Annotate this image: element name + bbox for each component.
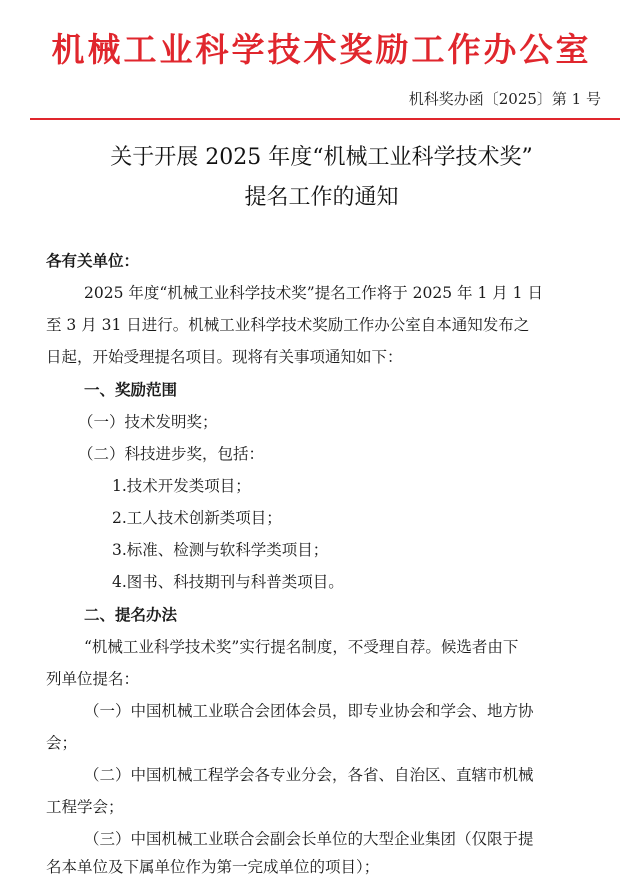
section-2-heading: 二、提名办法	[84, 605, 178, 624]
section-2-item-3-line-1: （三）中国机械工业联合会副会长单位的大型企业集团（仅限于提	[84, 830, 534, 848]
section-2-intro-line-2: 列单位提名：	[46, 670, 140, 688]
section-1-item-1: （一）技术发明奖；	[78, 413, 218, 431]
office-name-header: 机械工业科学技术奖励工作办公室	[51, 30, 592, 69]
section-1-item-2: （二）科技进步奖，包括：	[78, 445, 265, 463]
section-1-heading: 一、奖励范围	[84, 380, 178, 399]
section-1-subitem-4: 4.图书、科技期刊与科普类项目。	[112, 573, 344, 591]
section-2-item-1-line-1: （一）中国机械工业联合会团体会员，即专业协会和学会、地方协	[84, 702, 534, 720]
section-2-intro-line-1: “机械工业科学技术奖”实行提名制度，不受理自荐。候选者由下	[84, 638, 519, 656]
section-1-subitem-2: 2.工人技术创新类项目；	[112, 509, 282, 527]
section-2-item-2-line-1: （二）中国机械工程学会各专业分会，各省、自治区、直辖市机械	[84, 766, 534, 784]
notice-title-line-2: 提名工作的通知	[244, 185, 399, 210]
notice-title-line-1: 关于开展 2025 年度“机械工业科学技术奖”	[110, 145, 533, 170]
section-2-item-2-line-2: 工程学会；	[46, 798, 124, 816]
section-2-item-3-line-2: 名本单位及下属单位作为第一完成单位的项目）；	[46, 858, 380, 876]
section-1-subitem-1: 1.技术开发类项目；	[112, 477, 251, 495]
section-1-subitem-3: 3.标准、检测与软科学类项目；	[112, 541, 329, 559]
intro-line-3: 日起，开始受理提名项目。现将有关事项通知如下：	[46, 348, 403, 366]
document-number: 机科奖办函〔2025〕第 1 号	[408, 90, 601, 108]
intro-line-1: 2025 年度“机械工业科学技术奖”提名工作将于 2025 年 1 月 1 日	[84, 284, 543, 302]
section-2-item-1-line-2: 会；	[46, 734, 78, 752]
header-divider	[30, 118, 620, 120]
salutation: 各有关单位：	[46, 251, 140, 270]
intro-line-2: 至 3 月 31 日进行。机械工业科学技术奖励工作办公室自本通知发布之	[46, 316, 530, 334]
